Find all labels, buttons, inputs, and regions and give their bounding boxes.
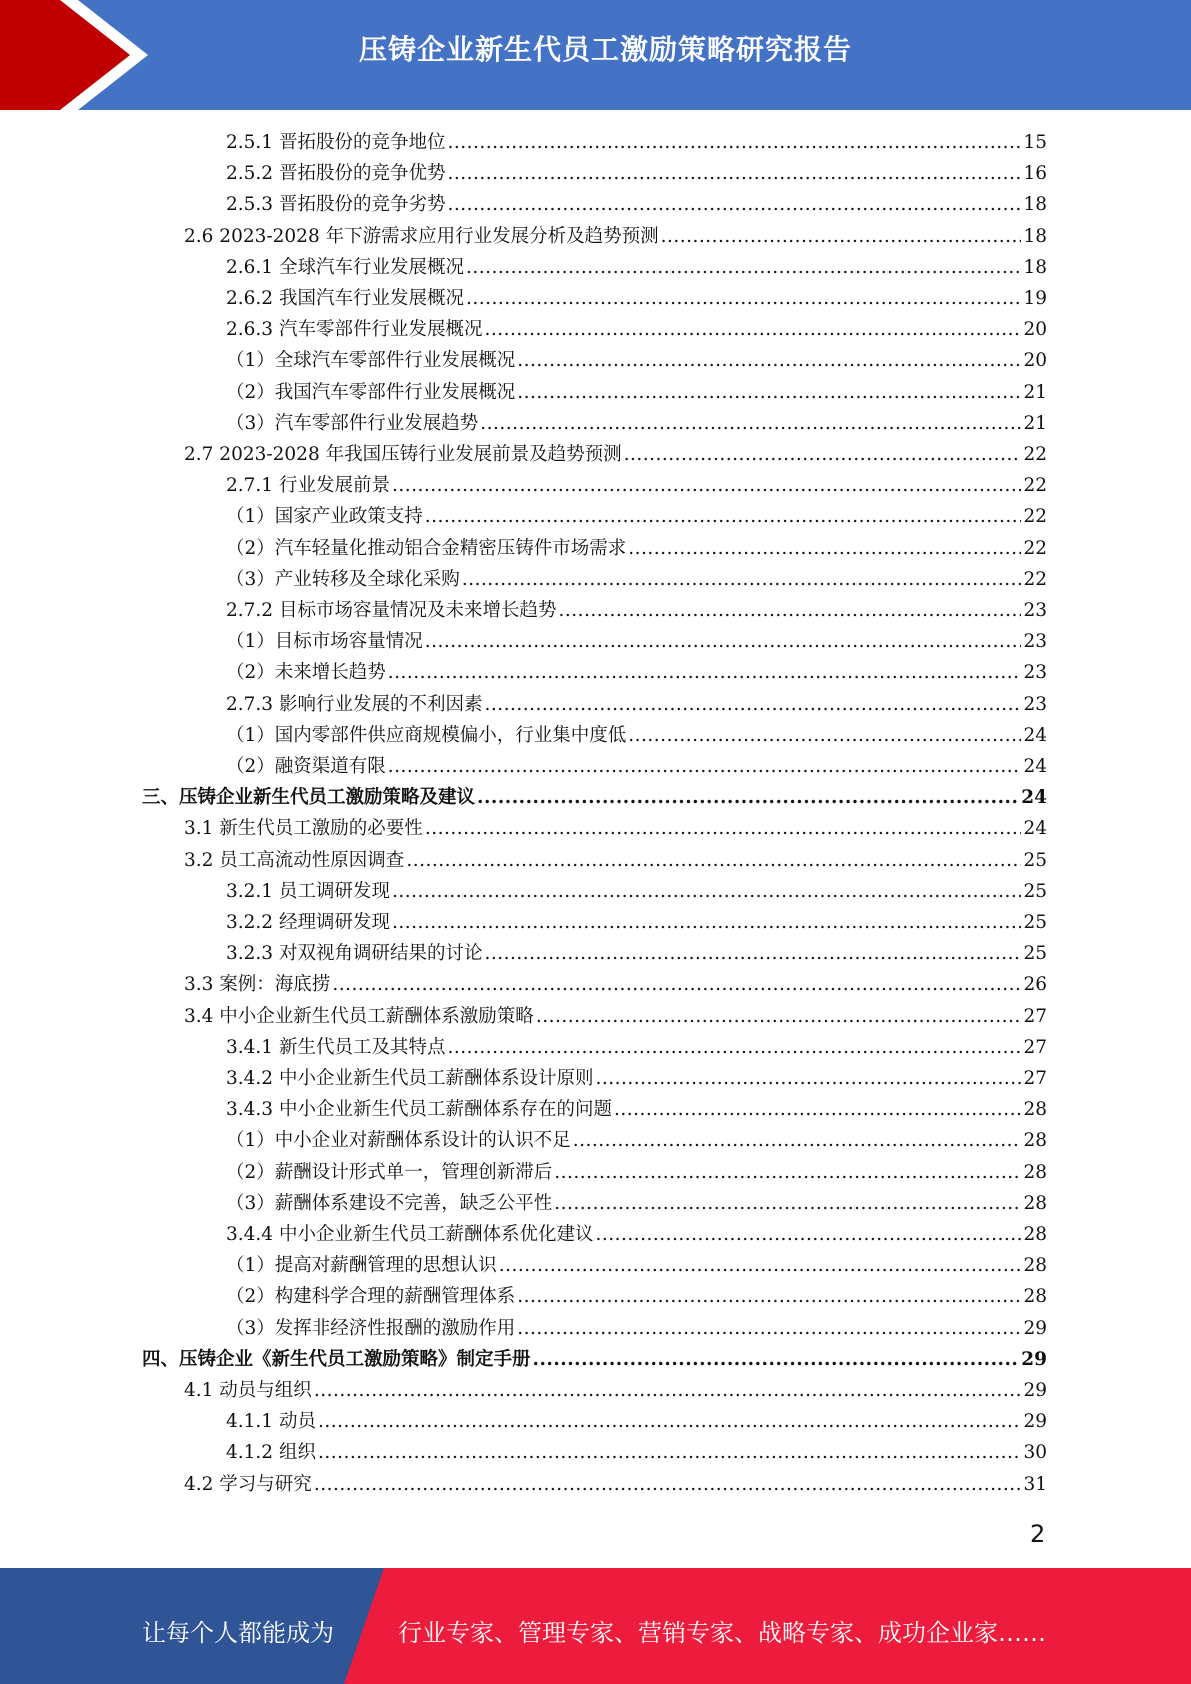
toc-entry-page: 21 bbox=[1023, 412, 1047, 434]
toc-leader-dots bbox=[477, 787, 1019, 808]
toc-entry-title: 2.5.2 晋拓股份的竞争优势 bbox=[226, 163, 446, 185]
toc-entry[interactable] bbox=[226, 877, 1047, 908]
toc-entry[interactable] bbox=[184, 970, 1047, 1001]
toc-entry-page: 25 bbox=[1023, 849, 1047, 871]
toc-leader-dots bbox=[517, 350, 1021, 371]
toc-entry[interactable] bbox=[226, 752, 1047, 783]
toc-entry-title: （3）发挥非经济性报酬的激励作用 bbox=[226, 1317, 516, 1339]
toc-entry-page: 16 bbox=[1023, 163, 1047, 185]
toc-leader-dots bbox=[447, 163, 1021, 184]
toc-leader-dots bbox=[628, 725, 1021, 746]
toc-entry-title: （1）提高对薪酬管理的思想认识 bbox=[226, 1255, 497, 1277]
toc-leader-dots bbox=[462, 569, 1022, 590]
toc-leader-dots bbox=[484, 694, 1021, 715]
footer-slogan-right: 行业专家、管理专家、营销专家、战略专家、成功企业家…… bbox=[398, 1619, 1046, 1647]
toc-entry[interactable] bbox=[142, 1345, 1047, 1376]
toc-entry-title: 4.2 学习与研究 bbox=[184, 1473, 312, 1495]
toc-entry-page: 24 bbox=[1023, 756, 1047, 777]
toc-leader-dots bbox=[447, 132, 1021, 153]
toc-entry-page: 15 bbox=[1023, 132, 1047, 153]
toc-leader-dots bbox=[314, 1380, 1022, 1401]
toc-leader-dots bbox=[614, 1099, 1021, 1120]
page-number: 2 bbox=[1030, 1520, 1046, 1548]
page-header bbox=[0, 0, 1191, 110]
toc-entry[interactable] bbox=[226, 1314, 1047, 1345]
toc-entry-page: 23 bbox=[1023, 662, 1047, 684]
toc-leader-dots bbox=[554, 1193, 1021, 1214]
toc-entry-page: 29 bbox=[1021, 1348, 1047, 1370]
toc-entry-title: 3.2 员工高流动性原因调查 bbox=[184, 849, 405, 871]
toc-entry[interactable] bbox=[226, 1438, 1047, 1469]
toc-entry[interactable] bbox=[226, 1189, 1047, 1220]
toc-leader-dots bbox=[388, 662, 1022, 683]
toc-entry-title: 2.5.1 晋拓股份的竞争地位 bbox=[226, 132, 446, 153]
toc-leader-dots bbox=[318, 1411, 1022, 1432]
toc-entry-title: （3）薪酬体系建设不完善，缺乏公平性 bbox=[226, 1192, 553, 1214]
toc-entry[interactable] bbox=[226, 721, 1047, 752]
toc-entry[interactable] bbox=[226, 596, 1047, 627]
toc-leader-dots bbox=[447, 1037, 1021, 1058]
toc-leader-dots bbox=[425, 818, 1022, 839]
toc-entry-title: 2.7.2 目标市场容量情况及未来增长趋势 bbox=[226, 600, 557, 621]
toc-entry-title: 2.7 2023-2028 年我国压铸行业发展前景及趋势预测 bbox=[184, 444, 622, 465]
toc-entry[interactable] bbox=[226, 346, 1047, 377]
toc-entry-page: 24 bbox=[1023, 724, 1047, 746]
toc-entry-page: 18 bbox=[1023, 256, 1047, 278]
toc-entry-title: （1）目标市场容量情况 bbox=[226, 631, 423, 653]
toc-entry[interactable] bbox=[226, 939, 1047, 970]
toc-entry-page: 28 bbox=[1023, 1130, 1047, 1152]
toc-entry[interactable] bbox=[184, 814, 1047, 845]
page-footer bbox=[0, 1568, 1191, 1684]
toc-entry-title: 2.6.2 我国汽车行业发展概况 bbox=[226, 288, 464, 309]
toc-leader-dots bbox=[517, 1318, 1021, 1339]
toc-entry[interactable] bbox=[226, 658, 1047, 689]
toc-entry[interactable] bbox=[226, 128, 1047, 159]
toc-entry-page: 25 bbox=[1023, 880, 1047, 902]
toc-leader-dots bbox=[447, 194, 1021, 215]
toc-entry-page: 24 bbox=[1021, 787, 1047, 809]
toc-entry-title: 2.5.3 晋拓股份的竞争劣势 bbox=[226, 194, 446, 216]
toc-leader-dots bbox=[533, 1349, 1020, 1370]
toc-entry[interactable] bbox=[226, 159, 1047, 190]
toc-entry[interactable] bbox=[226, 1126, 1047, 1157]
toc-entry-page: 20 bbox=[1023, 319, 1047, 341]
toc-entry-title: 3.2.3 对双视角调研结果的讨论 bbox=[226, 943, 483, 965]
toc-entry-title: 三、压铸企业新生代员工激励策略及建议 bbox=[142, 787, 476, 809]
toc-entry[interactable] bbox=[226, 409, 1047, 440]
toc-entry-page: 28 bbox=[1023, 1192, 1047, 1214]
toc-entry-page: 23 bbox=[1023, 600, 1047, 621]
toc-entry-title: 4.1.2 组织 bbox=[226, 1442, 316, 1464]
toc-entry[interactable] bbox=[226, 1033, 1047, 1064]
toc-leader-dots bbox=[499, 1255, 1022, 1276]
toc-entry-title: 3.2.2 经理调研发现 bbox=[226, 912, 390, 933]
toc-entry[interactable] bbox=[226, 1251, 1047, 1282]
toc-entry-page: 31 bbox=[1023, 1473, 1047, 1495]
toc-entry[interactable] bbox=[184, 222, 1047, 253]
toc-leader-dots bbox=[392, 881, 1021, 902]
toc-entry-page: 27 bbox=[1023, 1068, 1047, 1089]
toc-entry-page: 29 bbox=[1023, 1411, 1047, 1433]
toc-entry-page: 23 bbox=[1023, 631, 1047, 653]
toc-entry-page: 28 bbox=[1023, 1255, 1047, 1277]
header-title: 压铸企业新生代员工激励策略研究报告 bbox=[358, 33, 852, 66]
toc-entry[interactable] bbox=[226, 1064, 1047, 1095]
toc-entry[interactable] bbox=[226, 1282, 1047, 1313]
toc-leader-dots bbox=[554, 1162, 1021, 1183]
toc-entry[interactable] bbox=[226, 1407, 1047, 1438]
toc-leader-dots bbox=[332, 974, 1021, 995]
toc-leader-dots bbox=[388, 756, 1022, 777]
toc-entry-title: （1）全球汽车零部件行业发展概况 bbox=[226, 350, 516, 372]
toc-entry-title: （2）未来增长趋势 bbox=[226, 662, 386, 684]
toc-leader-dots bbox=[314, 1474, 1022, 1495]
toc-entry-page: 22 bbox=[1023, 506, 1047, 528]
toc-leader-dots bbox=[661, 226, 1022, 247]
toc-leader-dots bbox=[392, 912, 1021, 933]
toc-entry-title: （2）汽车轻量化推动铝合金精密压铸件市场需求 bbox=[226, 537, 627, 559]
toc-entry-page: 20 bbox=[1023, 350, 1047, 372]
toc-entry-title: 3.4.1 新生代员工及其特点 bbox=[226, 1036, 446, 1058]
toc-leader-dots bbox=[517, 1286, 1021, 1307]
toc-leader-dots bbox=[628, 538, 1021, 559]
toc-entry-title: 3.4.3 中小企业新生代员工薪酬体系存在的问题 bbox=[226, 1099, 612, 1121]
toc-leader-dots bbox=[392, 475, 1021, 496]
toc-entry-title: 2.6.3 汽车零部件行业发展概况 bbox=[226, 319, 483, 341]
toc-entry-title: 四、压铸企业《新生代员工激励策略》制定手册 bbox=[142, 1348, 531, 1370]
toc-entry-title: （2）薪酬设计形式单一，管理创新滞后 bbox=[226, 1161, 553, 1183]
toc-leader-dots bbox=[536, 1006, 1022, 1027]
toc-entry[interactable] bbox=[226, 908, 1047, 939]
toc-entry-title: （1）国家产业政策支持 bbox=[226, 506, 423, 528]
toc-entry[interactable] bbox=[226, 690, 1047, 721]
toc-entry-title: （3）产业转移及全球化采购 bbox=[226, 568, 460, 590]
toc-leader-dots bbox=[558, 600, 1021, 621]
toc-leader-dots bbox=[595, 1224, 1021, 1245]
toc-entry-page: 28 bbox=[1023, 1224, 1047, 1245]
toc-entry-title: 4.1.1 动员 bbox=[226, 1411, 316, 1433]
toc-leader-dots bbox=[425, 506, 1022, 527]
toc-entry-page: 21 bbox=[1023, 381, 1047, 403]
toc-entry[interactable] bbox=[226, 502, 1047, 533]
footer-slogan-left: 让每个人都能成为 bbox=[142, 1619, 334, 1647]
toc-entry-page: 27 bbox=[1023, 1036, 1047, 1058]
toc-entry[interactable] bbox=[226, 253, 1047, 284]
toc-entry[interactable] bbox=[226, 284, 1047, 315]
toc-leader-dots bbox=[624, 444, 1022, 465]
toc-entry-title: 2.6 2023-2028 年下游需求应用行业发展分析及趋势预测 bbox=[184, 225, 659, 247]
toc-entry-title: 3.4 中小企业新生代员工薪酬体系激励策略 bbox=[184, 1005, 534, 1027]
toc-entry-title: 3.2.1 员工调研发现 bbox=[226, 880, 390, 902]
toc-entry-title: （2）构建科学合理的薪酬管理体系 bbox=[226, 1286, 516, 1308]
toc-entry-title: （1）国内零部件供应商规模偏小，行业集中度低 bbox=[226, 724, 627, 746]
toc-entry-page: 19 bbox=[1023, 288, 1047, 309]
toc-entry-title: （2）我国汽车零部件行业发展概况 bbox=[226, 381, 516, 403]
toc-entry-page: 29 bbox=[1023, 1317, 1047, 1339]
toc-leader-dots bbox=[480, 413, 1021, 434]
toc-entry-page: 26 bbox=[1023, 974, 1047, 996]
toc-entry-page: 27 bbox=[1023, 1005, 1047, 1027]
toc-entry-title: 3.4.2 中小企业新生代员工薪酬体系设计原则 bbox=[226, 1068, 594, 1089]
toc-entry[interactable] bbox=[226, 1158, 1047, 1189]
toc-entry[interactable] bbox=[142, 783, 1047, 814]
toc-leader-dots bbox=[484, 943, 1021, 964]
toc-leader-dots bbox=[425, 631, 1022, 652]
toc-entry-page: 23 bbox=[1023, 693, 1047, 715]
toc-entry-title: 2.6.1 全球汽车行业发展概况 bbox=[226, 256, 464, 278]
toc-entry-page: 24 bbox=[1023, 818, 1047, 840]
toc-leader-dots bbox=[318, 1442, 1022, 1463]
toc-entry-page: 22 bbox=[1023, 444, 1047, 465]
toc-entry-page: 30 bbox=[1023, 1442, 1047, 1464]
toc-entry[interactable] bbox=[184, 1470, 1047, 1501]
toc-entry-page: 22 bbox=[1023, 568, 1047, 590]
toc-leader-dots bbox=[406, 850, 1021, 871]
toc-entry-title: 2.7.3 影响行业发展的不利因素 bbox=[226, 693, 483, 715]
toc-entry-page: 18 bbox=[1023, 225, 1047, 247]
toc-entry-title: （2）融资渠道有限 bbox=[226, 756, 386, 777]
toc-entry-title: （3）汽车零部件行业发展趋势 bbox=[226, 412, 479, 434]
toc-entry-page: 25 bbox=[1023, 912, 1047, 933]
toc-entry[interactable] bbox=[226, 315, 1047, 346]
toc-entry[interactable] bbox=[226, 1220, 1047, 1251]
toc-entry-page: 22 bbox=[1023, 537, 1047, 559]
toc-entry[interactable] bbox=[184, 846, 1047, 877]
toc-entry[interactable] bbox=[226, 534, 1047, 565]
toc-entry[interactable] bbox=[226, 565, 1047, 596]
toc-entry[interactable] bbox=[184, 1376, 1047, 1407]
toc-leader-dots bbox=[595, 1068, 1021, 1089]
toc-entry-page: 25 bbox=[1023, 943, 1047, 965]
toc-entry-page: 28 bbox=[1023, 1099, 1047, 1121]
toc-leader-dots bbox=[573, 1130, 1022, 1151]
toc-leader-dots bbox=[466, 257, 1021, 278]
toc-entry[interactable] bbox=[184, 1002, 1047, 1033]
toc-entry-title: 3.3 案例：海底捞 bbox=[184, 974, 331, 996]
toc-leader-dots bbox=[466, 288, 1021, 309]
toc-entry-page: 28 bbox=[1023, 1286, 1047, 1308]
toc-entry-page: 28 bbox=[1023, 1161, 1047, 1183]
toc-entry[interactable] bbox=[226, 378, 1047, 409]
toc-entry-title: 2.7.1 行业发展前景 bbox=[226, 475, 390, 497]
toc-leader-dots bbox=[517, 382, 1021, 403]
toc-entry[interactable] bbox=[226, 1095, 1047, 1126]
toc-entry[interactable] bbox=[226, 190, 1047, 221]
toc-leader-dots bbox=[484, 319, 1021, 340]
toc-entry-title: 3.1 新生代员工激励的必要性 bbox=[184, 818, 423, 840]
toc-entry-title: 4.1 动员与组织 bbox=[184, 1380, 312, 1401]
toc-entry-page: 22 bbox=[1023, 475, 1047, 497]
toc-entry[interactable] bbox=[184, 440, 1047, 471]
toc-entry-title: 3.4.4 中小企业新生代员工薪酬体系优化建议 bbox=[226, 1224, 594, 1245]
toc-entry[interactable] bbox=[226, 471, 1047, 502]
toc-entry-title: （1）中小企业对薪酬体系设计的认识不足 bbox=[226, 1130, 571, 1152]
toc-entry-page: 29 bbox=[1023, 1380, 1047, 1401]
toc-entry[interactable] bbox=[226, 627, 1047, 658]
toc-entry-page: 18 bbox=[1023, 194, 1047, 216]
